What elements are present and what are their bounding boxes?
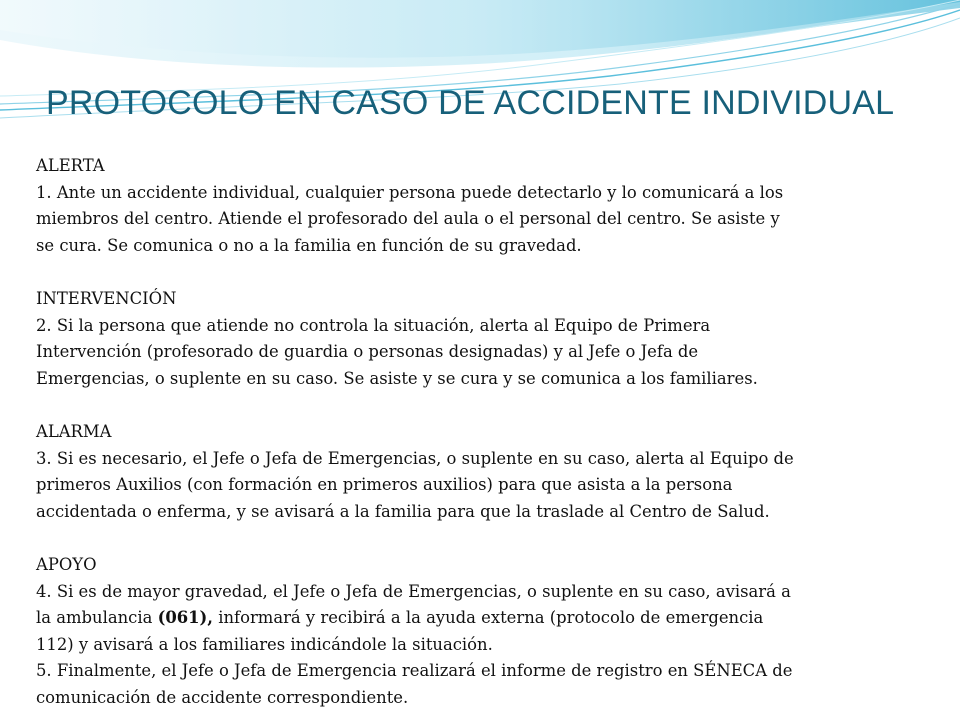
paragraph-line: comunicación de accidente correspondiente. bbox=[36, 687, 409, 707]
spacer bbox=[36, 259, 916, 286]
paragraph-line: accidentada o enferma, y se avisará a la familia para que la traslade al Centro de Salud. bbox=[36, 501, 770, 521]
slide-body bbox=[36, 153, 916, 711]
paragraph-line: Intervención (profesorado de guardia o personas designadas) y al Jefe o Jefa de bbox=[36, 342, 699, 362]
section-heading: INTERVENCIÓN bbox=[36, 288, 177, 308]
paragraph-line: 3. Si es necesario, el Jefe o Jefa de Emergencias, o suplente en su caso, alerta al Equipo de bbox=[36, 448, 794, 468]
section-heading: ALARMA bbox=[36, 421, 112, 441]
paragraph-line: 2. Si la persona que atiende no controla la situación, alerta al Equipo de Primera bbox=[36, 315, 711, 335]
spacer bbox=[36, 525, 916, 552]
section-intervencion bbox=[36, 286, 916, 392]
paragraph-line: se cura. Se comunica o no a la familia en función de su gravedad. bbox=[36, 235, 582, 255]
paragraph-line: Emergencias, o suplente en su caso. Se asiste y se cura y se comunica a los familiares. bbox=[36, 368, 758, 388]
paragraph-line bbox=[36, 605, 916, 632]
text-run: la ambulancia bbox=[36, 608, 158, 628]
paragraph-line: miembros del centro. Atiende el profesorado del aula o el personal del centro. Se asiste y bbox=[36, 209, 780, 229]
paragraph-line bbox=[36, 632, 916, 659]
emergency-number: (061), bbox=[157, 608, 213, 628]
paragraph-line: 5. Finalmente, el Jefe o Jefa de Emergencia realizará el informe de registro en SÉNECA de bbox=[36, 661, 793, 681]
text-run: 4. Si es de mayor gravedad, el Jefe o Jefa de Emergencias, o suplente en su caso, avisará a bbox=[36, 581, 791, 601]
spacer bbox=[36, 392, 916, 419]
text-run: informará y recibirá a la ayuda externa (protocolo de emergencia bbox=[213, 608, 764, 628]
section-apoyo bbox=[36, 552, 916, 712]
paragraph-line: primeros Auxilios (con formación en primeros auxilios) para que asista a la persona bbox=[36, 475, 733, 495]
paragraph-line bbox=[36, 579, 916, 606]
paragraph-line: 1. Ante un accidente individual, cualquier persona puede detectarlo y lo comunicará a los bbox=[36, 182, 784, 202]
section-heading: APOYO bbox=[36, 554, 97, 574]
section-heading: ALERTA bbox=[36, 156, 105, 175]
slide-title: PROTOCOLO EN CASO DE ACCIDENTE INDIVIDUAL bbox=[46, 84, 895, 122]
text-run: 112) y avisará a los familiares indicándole la situación. bbox=[36, 634, 493, 654]
section-alerta bbox=[36, 153, 916, 259]
section-alarma bbox=[36, 419, 916, 525]
